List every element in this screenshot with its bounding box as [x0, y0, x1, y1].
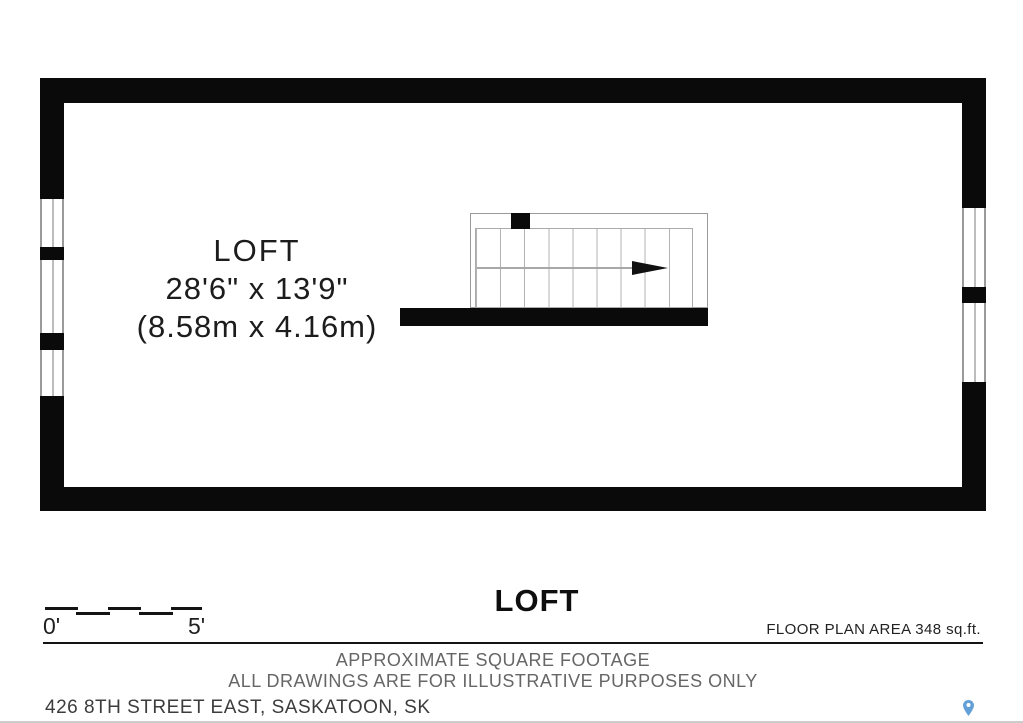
disclaimer-line-2: ALL DRAWINGS ARE FOR ILLUSTRATIVE PURPOSES ONLY — [228, 671, 758, 691]
room-dimensions-metric: (8.58m x 4.16m) — [136, 309, 378, 344]
window-right-mullion — [962, 287, 986, 303]
window-left-mullion-1 — [40, 247, 64, 260]
room-label-block — [97, 232, 417, 346]
map-pin-icon — [963, 700, 974, 721]
wall-right-lower — [962, 382, 986, 487]
scale-bar-segment — [76, 612, 110, 615]
floor-area-note: FLOOR PLAN AREA 348 sq.ft. — [766, 621, 981, 638]
stair-opening-wall — [400, 308, 708, 326]
room-dimensions-imperial: 28'6" x 13'9" — [165, 271, 349, 306]
disclaimer-line-1: APPROXIMATE SQUARE FOOTAGE — [335, 650, 651, 670]
wall-left-upper — [40, 78, 64, 199]
window-left — [40, 199, 64, 396]
window-left-frame-line — [52, 199, 54, 396]
room-name: LOFT — [213, 233, 301, 268]
scale-bar-segment — [139, 612, 173, 615]
stair-newel-post — [511, 213, 530, 229]
wall-left-lower — [40, 396, 64, 487]
address: 426 8TH STREET EAST, SASKATOON, SK — [45, 697, 431, 718]
wall-bottom — [40, 487, 986, 511]
stair-direction-arrow-icon — [632, 261, 668, 275]
scale-bar-segment — [171, 607, 202, 610]
wall-right-upper — [962, 78, 986, 208]
scale-bar-segment — [45, 607, 78, 610]
scale-bar-segment — [108, 607, 141, 610]
stair-direction-line — [477, 267, 635, 269]
scale-label-end: 5' — [188, 613, 206, 639]
scale-label-start: 0' — [43, 613, 61, 639]
plan-title: LOFT — [494, 583, 580, 618]
wall-top — [40, 78, 986, 103]
divider-line — [43, 642, 983, 644]
window-left-mullion-2 — [40, 333, 64, 350]
